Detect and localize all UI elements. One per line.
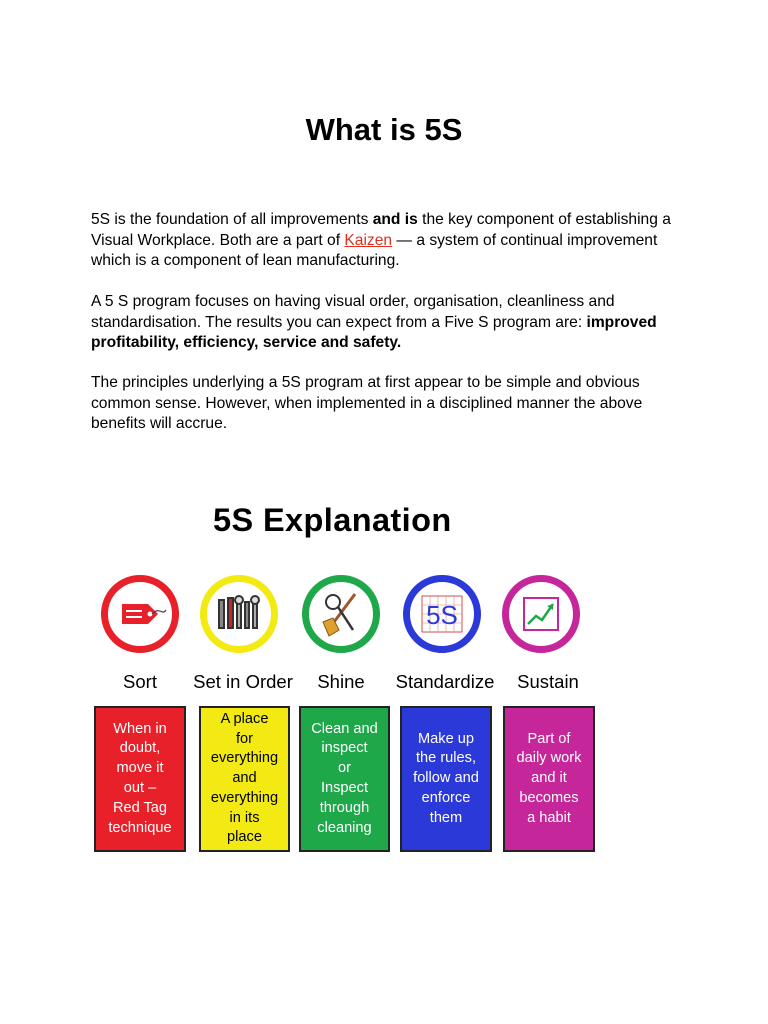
sort-description-box: When in doubt, move it out – Red Tag technique [94, 706, 186, 852]
sustain-description-box: Part of daily work and it becomes a habit [503, 706, 595, 852]
step-label-sustain: Sustain [517, 671, 579, 692]
intro-paragraph-1: 5S is the foundation of all improvements and is the key component of establishing a Visual Workplace. Both are a part of Kaizen — a system of continual improvement which is a component of lean manufacturing. [91, 211, 671, 270]
kaizen-link[interactable]: Kaizen [344, 231, 393, 249]
page-title: What is 5S [305, 112, 463, 147]
5s-grid-icon [403, 575, 481, 653]
figure-title: 5S Explanation [213, 502, 452, 538]
set-in-order-description-box: A place for everything and everything in its place [199, 706, 290, 852]
tools-icon [200, 575, 278, 653]
red-tag-icon [101, 575, 179, 653]
standardize-description-box: Make up the rules, follow and enforce them [400, 706, 492, 852]
broom-icon [302, 575, 380, 653]
step-label-standardize: Standardize [395, 671, 495, 692]
shine-description-box: Clean and inspect or Inspect through cleaning [299, 706, 390, 852]
svg-text:5S: 5S [426, 600, 458, 630]
intro-paragraph-2: A 5 S program focuses on having visual order, organisation, cleanliness and standardisation. The results you can expect from a Five S program are: improved profitability, efficiency, service and safety. [91, 293, 657, 352]
step-label-shine: Shine [317, 671, 365, 692]
step-label-set-in-order: Set in Order [193, 671, 293, 692]
intro-paragraph-3: The principles underlying a 5S program at first appear to be simple and obvious common sense. However, when implemented in a disciplined manner the above benefits will accrue. [91, 374, 643, 433]
chart-icon [502, 575, 580, 653]
step-label-sort: Sort [123, 671, 157, 692]
